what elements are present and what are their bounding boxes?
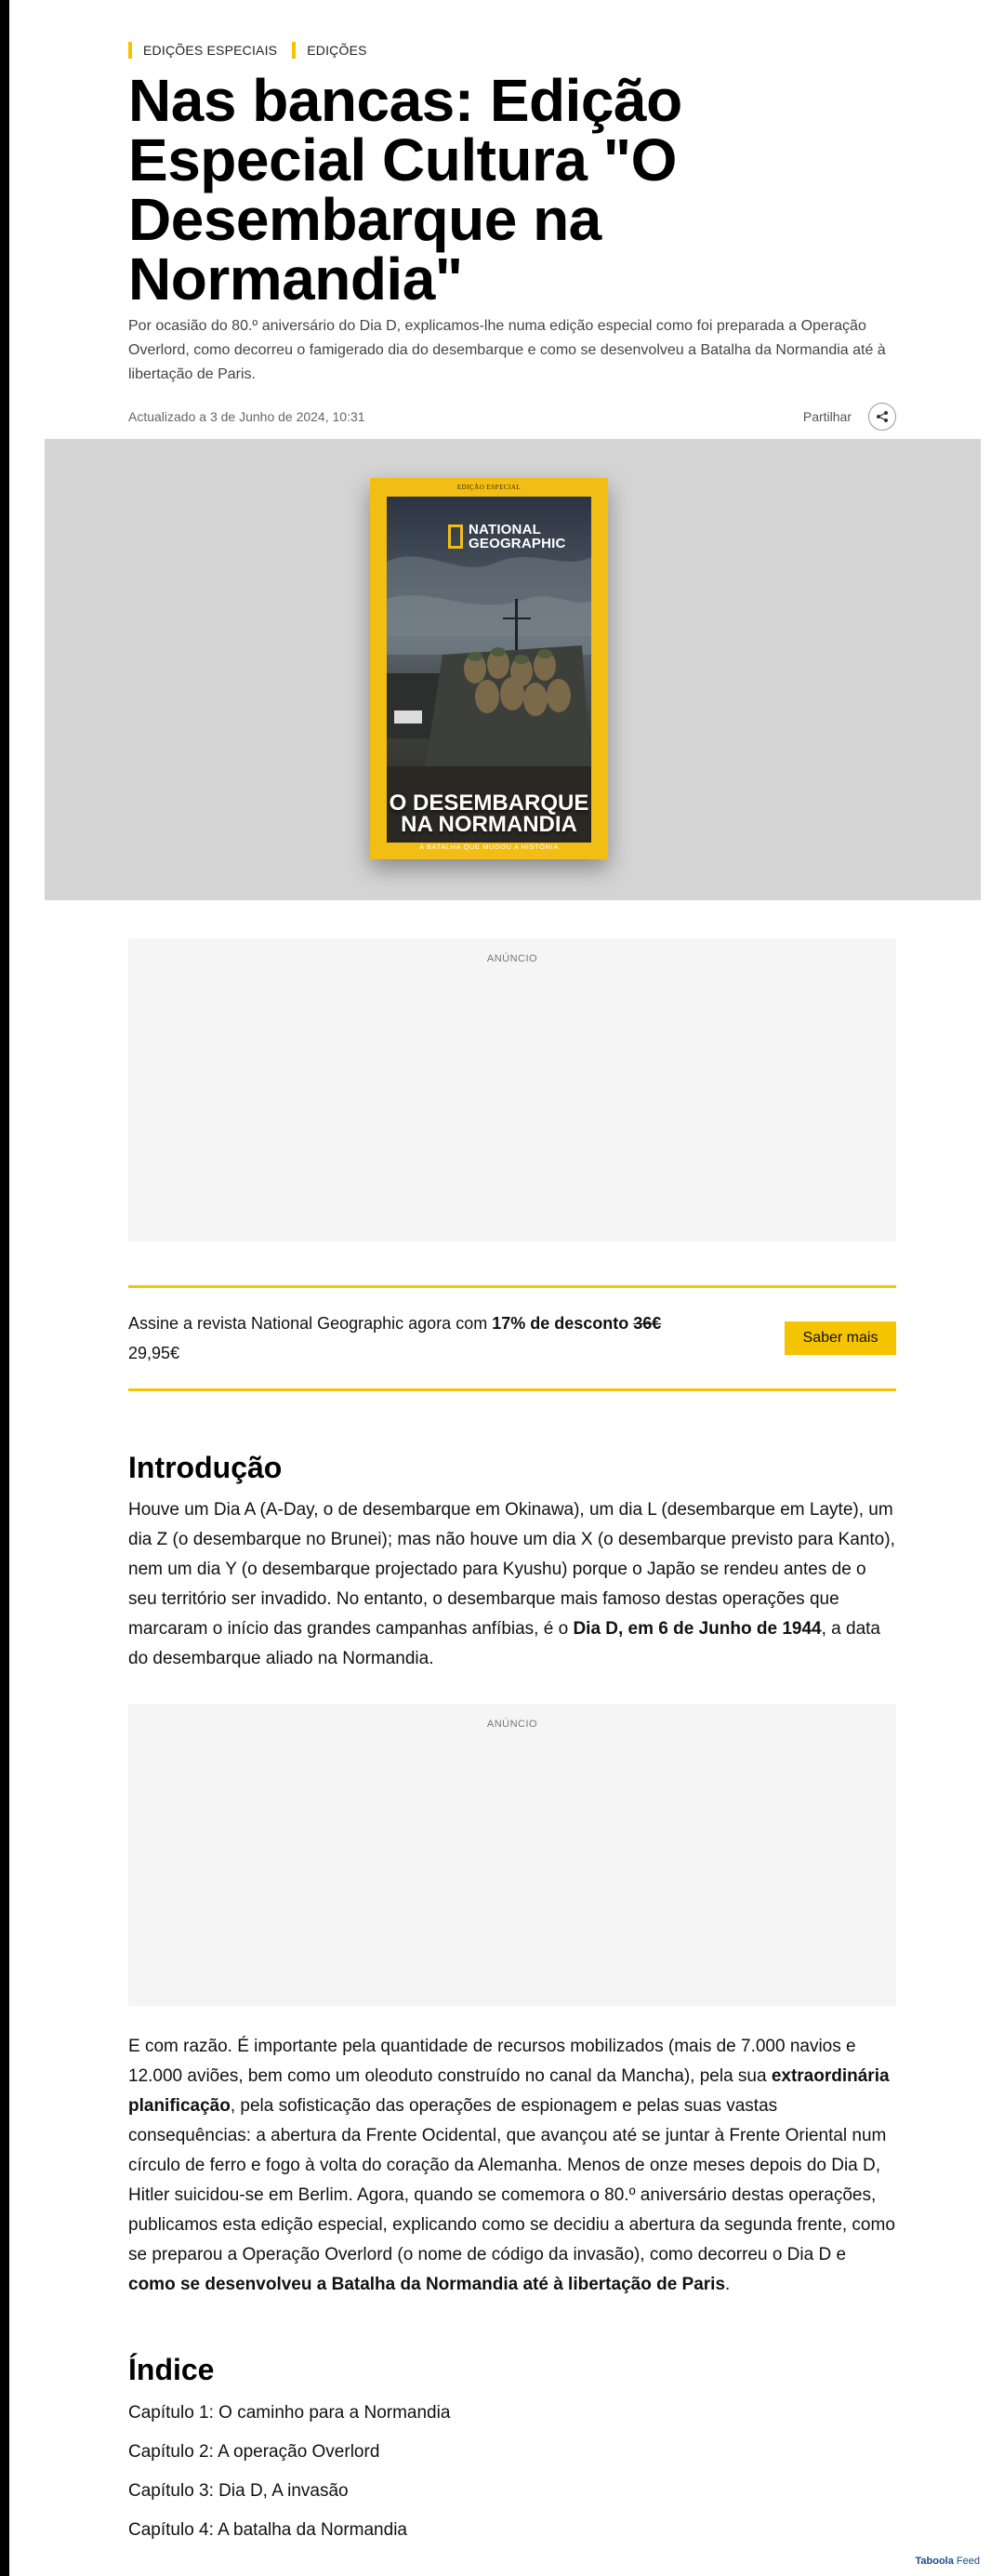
intro-p2-bold-2: como se desenvolveu a Batalha da Normandia até à libertação de Paris: [128, 2275, 726, 2294]
taboola-brand: Taboola: [915, 2556, 954, 2567]
taboola-feed-label: Feed: [956, 2556, 980, 2567]
breadcrumb-label: EDIÇÕES: [307, 43, 367, 58]
advertisement-slot[interactable]: [128, 1704, 896, 2006]
share-label[interactable]: Partilhar: [802, 409, 852, 424]
ad-label: ANÚNCIO: [486, 953, 538, 964]
brand-line-2: GEOGRAPHIC: [469, 536, 566, 551]
cover-headline-line-1: O DESEMBARQUE: [389, 790, 589, 816]
share-button[interactable]: [868, 403, 896, 431]
cover-top-label: EDIÇÃO ESPECIAL: [456, 484, 522, 491]
ad-label: ANÚNCIO: [486, 1719, 538, 1730]
article-lead: Por ocasião do 80.º aniversário do Dia D, explicamos-lhe numa edição especial como foi preparada a Operação Overlord, como decorreu o famigerado dia do desembarque e como se desenvolveu a Batalha da Normandia até à libertação de Paris.: [128, 318, 886, 382]
breadcrumb-label: EDIÇÕES ESPECIAIS: [143, 43, 278, 58]
share-group: [803, 403, 896, 431]
cover-headline-line-2: NA NORMANDIA: [401, 812, 577, 837]
cover-subtitle: A BATALHA QUE MUDOU A HISTÓRIA: [419, 843, 559, 851]
cover-headline: [387, 792, 591, 835]
subscribe-old-price: 36€: [633, 1314, 662, 1333]
index-heading: Índice: [128, 2353, 215, 2386]
hero-image: [45, 439, 981, 900]
article-meta: [128, 400, 896, 433]
breadcrumb-link-edicoes-especiais[interactable]: [128, 42, 277, 59]
intro-p1-bold: Dia D, em 6 de Junho de 1944: [573, 1619, 822, 1639]
breadcrumb-accent-bar: [292, 42, 296, 59]
cover-photo: [387, 497, 591, 851]
intro-p1-text-end: , a data do desembarque aliado na Normandia.: [128, 1619, 880, 1668]
index-item-4[interactable]: Capítulo 4: A batalha da Normandia: [128, 2520, 407, 2540]
yellow-border-icon: [448, 524, 463, 549]
intro-p2-text-end: .: [725, 2275, 731, 2294]
subscribe-new-price: 29,95€: [128, 1344, 180, 1362]
breadcrumb-link-edicoes[interactable]: [292, 42, 366, 59]
saber-mais-button[interactable]: Saber mais: [785, 1321, 896, 1355]
subscribe-text: [128, 1308, 760, 1368]
magazine-cover: [370, 478, 608, 859]
intro-p2-text: E com razão. É importante pela quantidade de recursos mobilizados (mais de 7.000 navios e 12.000 aviões, bem como um oleoduto construído no canal da Mancha), pela sua: [128, 2037, 856, 2086]
intro-paragraph-1: [128, 1495, 896, 1674]
share-icon: [876, 410, 889, 423]
breadcrumb: [128, 40, 896, 60]
advertisement-slot[interactable]: [128, 938, 896, 1242]
intro-paragraph-2: [128, 2032, 896, 2300]
taboola-feed-link[interactable]: [916, 2556, 981, 2567]
intro-p2-bold-1: extraordinária planificação: [128, 2066, 890, 2116]
page-title: Nas bancas: Edição Especial Cultura "O Desembarque na Normandia": [128, 67, 682, 312]
left-edge-bar: [0, 0, 9, 2576]
updated-timestamp: Actualizado a 3 de Junho de 2024, 10:31: [128, 409, 365, 424]
subscribe-discount: 17% de desconto: [492, 1314, 629, 1333]
index-item-3[interactable]: Capítulo 3: Dia D, A invasão: [128, 2481, 349, 2501]
brand-line-1: NATIONAL: [469, 522, 541, 538]
intro-p2-text-mid: , pela sofisticação das operações de espionagem e pelas suas vastas consequências: a abertura da Frente Ocidental, que avançou até se juntar à Frente Oriental num círculo de ferro e fogo à volta do coração da Alemanha. Menos de onze meses depois do Dia D, Hitler suicidou-se em Berlim. Agora, quando se comemora o 80.º aniversário destas operações, publicamos esta edição especial, explicando como se decidiu a abertura da segunda frente, como se preparou a Operação Overlord (o nome de código da invasão), como decorreu o Dia D e: [128, 2096, 895, 2264]
index-item-2[interactable]: Capítulo 2: A operação Overlord: [128, 2442, 380, 2462]
index-item-1[interactable]: Capítulo 1: O caminho para a Normandia: [128, 2403, 451, 2423]
subscribe-copy: Assine a revista National Geographic agora com: [128, 1314, 488, 1333]
subscribe-banner: [128, 1285, 896, 1391]
intro-heading: Introdução: [128, 1451, 283, 1484]
intro-p1-text: Houve um Dia A (A-Day, o de desembarque em Okinawa), um dia L (desembarque em Layte), um dia Z (o desembarque no Brunei); mas não houve um dia X (o desembarque previsto para Kanto), nem um dia Y (o desembarque projectado para Kyushu) porque o Japão se rendeu antes de o seu território ser invadido. No entanto, o desembarque mais famoso destas operações que marcaram o início das grandes campanhas anfíbias, é o: [128, 1500, 895, 1639]
breadcrumb-accent-bar: [128, 42, 132, 59]
national-geographic-logo: [448, 523, 566, 551]
